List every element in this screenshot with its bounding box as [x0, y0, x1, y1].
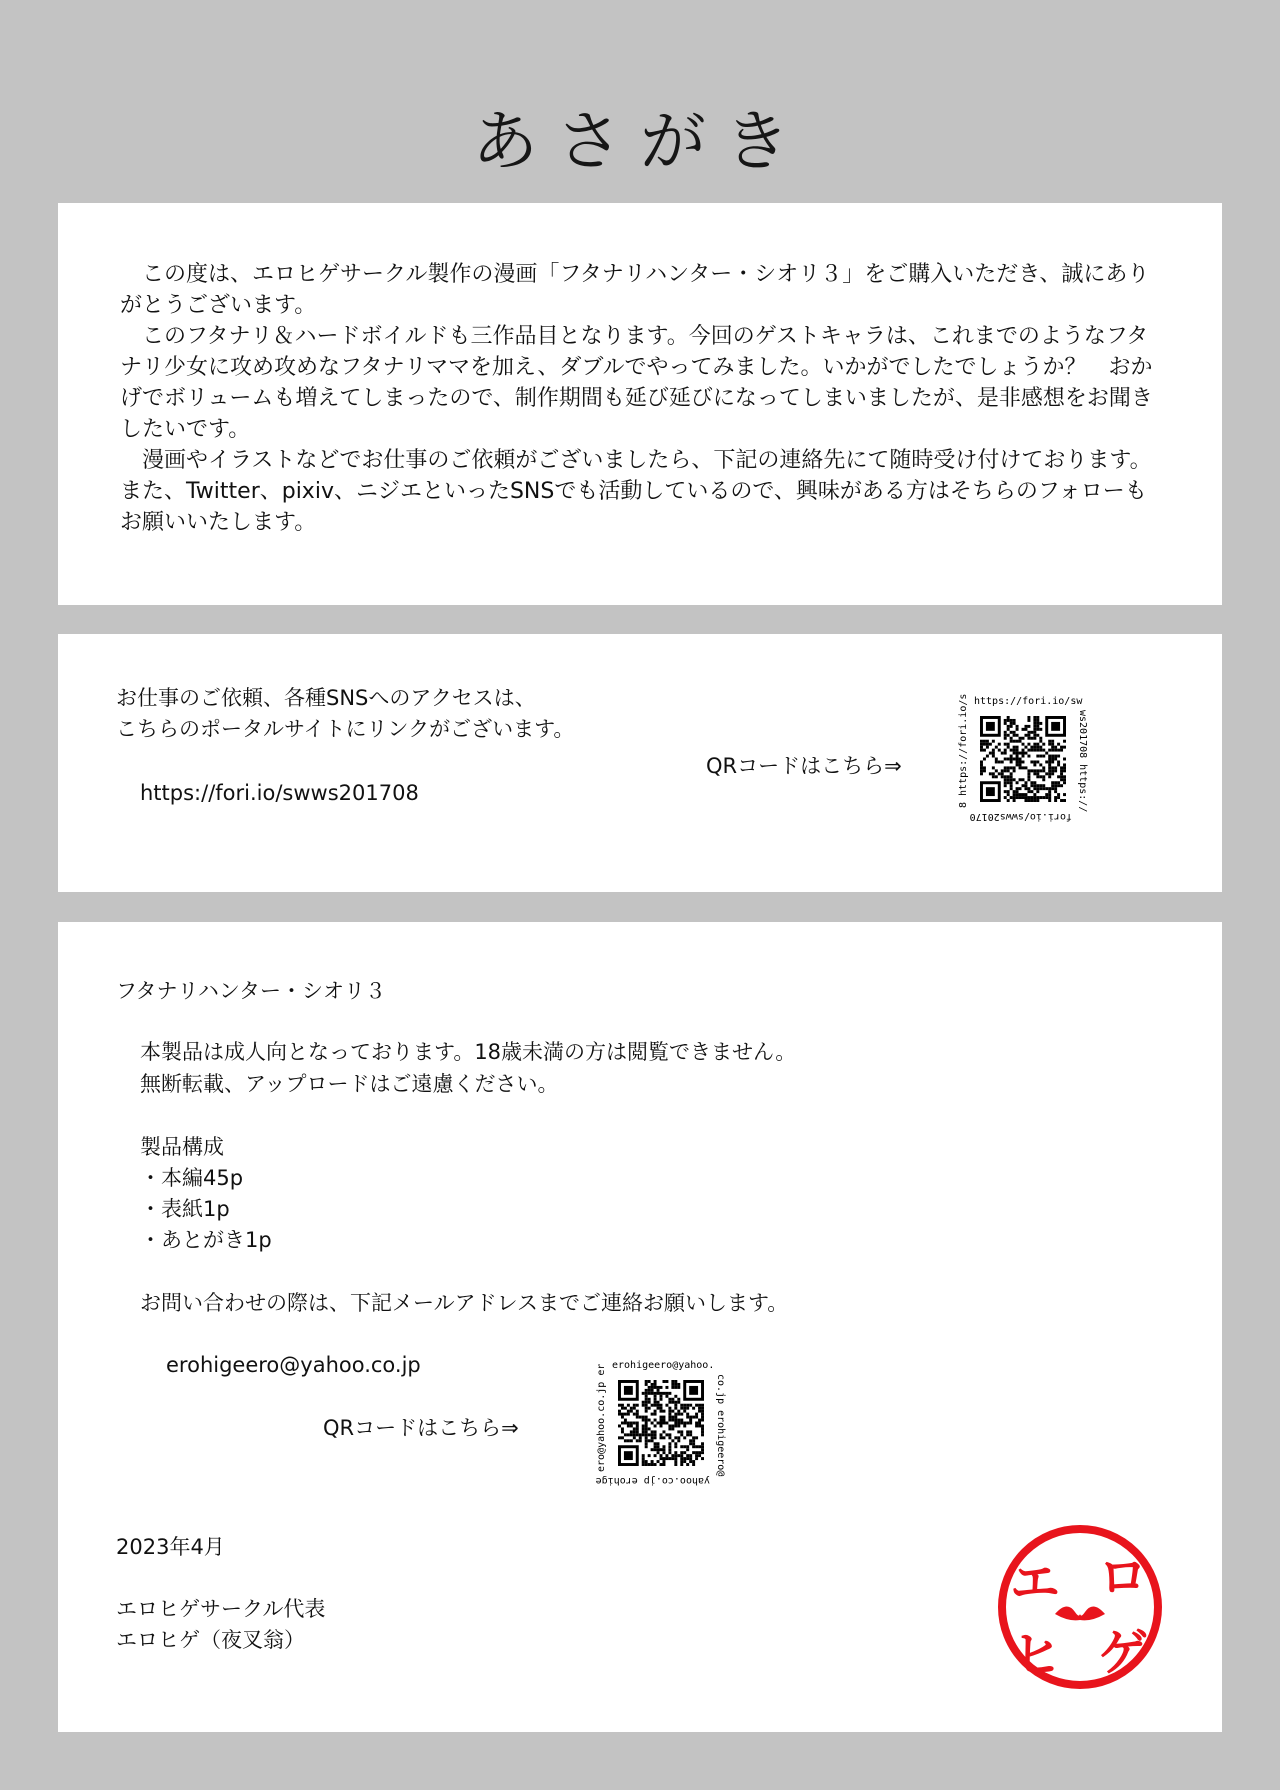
stamp-char: ロ — [1098, 1548, 1148, 1606]
qr-rim-text: 8 https://fori.io/s — [958, 693, 969, 808]
representative-name: エロヒゲ（夜叉翁） — [116, 1628, 305, 1652]
mustache-icon — [1055, 1606, 1105, 1620]
afterword-body — [120, 259, 1162, 538]
representative-title: エロヒゲサークル代表 — [116, 1597, 326, 1621]
portal-qr-code[interactable] — [958, 694, 1088, 824]
contents-item: ・本編45p — [140, 1166, 244, 1190]
contents-heading: 製品構成 — [140, 1135, 224, 1159]
portal-url-link[interactable]: https://fori.io/swws201708 — [140, 781, 419, 805]
age-notice: 本製品は成人向となっております。18歳未満の方は閲覧できません。 — [140, 1040, 797, 1064]
qr-matrix — [618, 1380, 704, 1466]
email-link[interactable]: erohigeero@yahoo.co.jp — [166, 1353, 421, 1377]
portal-line-1: お仕事のご依頼、各種SNSへのアクセスは、 — [116, 686, 536, 710]
afterword-paragraph: 漫画やイラストなどでお仕事のご依頼がございましたら、下記の連絡先にて随時受け付けております。また、Twitter、pixiv、ニジエといったSNSでも活動しているので、興味がある方はそちらのフォローもお願いいたします。 — [120, 448, 1152, 535]
stamp-char: ゲ — [1098, 1624, 1148, 1682]
repost-notice: 無断転載、アップロードはご遠慮ください。 — [140, 1072, 559, 1096]
circle-seal-stamp — [995, 1522, 1165, 1692]
email-qr-code[interactable] — [596, 1358, 726, 1488]
afterword-paragraph: この度は、エロヒゲサークル製作の漫画「フタナリハンター・シオリ３」をご購入いただき、誠にありがとうございます。 — [120, 262, 1150, 318]
email-qr-label: QRコードはこちら⇒ — [323, 1416, 519, 1440]
qr-rim-text: co.jp erohigeero@ — [715, 1374, 726, 1477]
portal-line-2: こちらのポータルサイトにリンクがございます。 — [116, 717, 575, 741]
afterword-paragraph: このフタナリ＆ハードボイルドも三作品目となります。今回のゲストキャラは、これまでのようなフタナリ少女に攻め攻めなフタナリママを加え、ダブルでやってみました。いかがでしたでしょうか？ おかげでボリュームも増えてしまったので、制作期間も延び延びになってしまいましたが、是非感想をお聞きしたいです。 — [120, 324, 1153, 442]
page-title: あさがき — [472, 103, 808, 180]
portal-qr-label: QRコードはこちら⇒ — [706, 754, 902, 778]
qr-rim-text: https://fori.io/sw — [974, 696, 1083, 707]
afterword-panel — [58, 203, 1222, 605]
qr-rim-text: ero@yahoo.co.jp er — [596, 1363, 607, 1472]
qr-rim-text: erohigeero@yahoo. — [612, 1360, 715, 1371]
contents-item: ・表紙1p — [140, 1197, 230, 1221]
qr-rim-text: ws201708 https:// — [1077, 710, 1088, 813]
stamp-char: ヒ — [1012, 1626, 1062, 1684]
release-date: 2023年4月 — [116, 1535, 225, 1559]
contents-item: ・あとがき1p — [140, 1228, 272, 1252]
product-name: フタナリハンター・シオリ３ — [116, 979, 387, 1003]
qr-matrix — [980, 716, 1066, 802]
stamp-char: エ — [1010, 1554, 1060, 1612]
contact-line: お問い合わせの際は、下記メールアドレスまでご連絡お願いします。 — [140, 1291, 789, 1315]
qr-rim-text: yahoo.co.jp erohige — [595, 1475, 710, 1486]
qr-rim-text: fori.io/swws20170 — [969, 811, 1072, 822]
portal-panel — [58, 634, 1222, 892]
